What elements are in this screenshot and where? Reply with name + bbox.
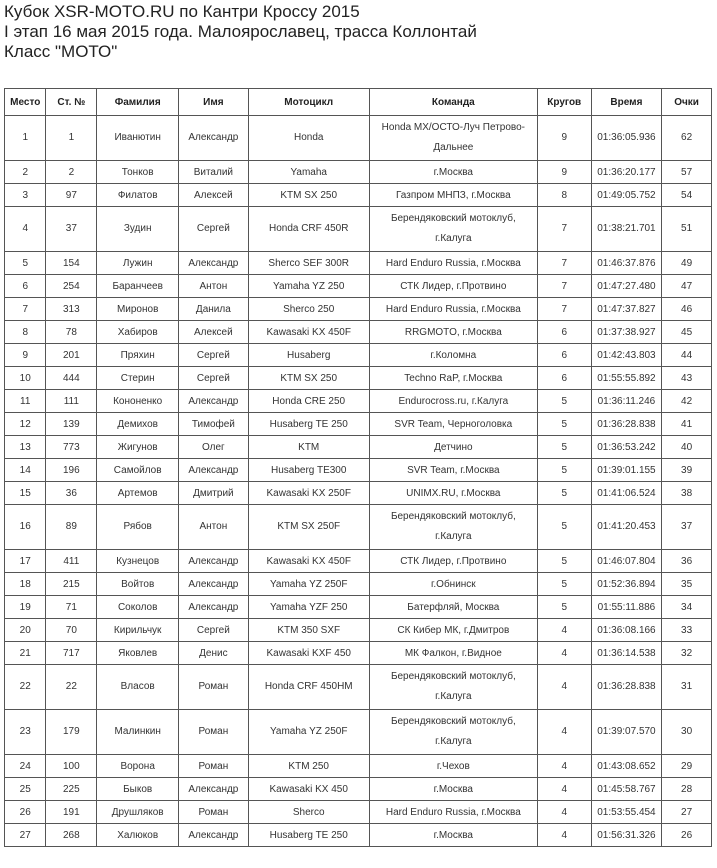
cell-laps: 5 (537, 413, 591, 436)
cell-motorcycle: Honda CRF 450R (248, 207, 369, 252)
cell-surname: Филатов (97, 184, 179, 207)
cell-team: SVR Team, Черноголовка (369, 413, 537, 436)
cell-surname: Лужин (97, 252, 179, 275)
cell-time: 01:39:07.570 (591, 710, 661, 755)
cell-place: 16 (5, 505, 46, 550)
table-row (5, 184, 712, 207)
cell-name: Александр (179, 596, 248, 619)
cell-time: 01:55:11.886 (591, 596, 661, 619)
cell-name: Роман (179, 710, 248, 755)
cell-start-number: 71 (46, 596, 97, 619)
table-row (5, 596, 712, 619)
cell-laps: 4 (537, 619, 591, 642)
cell-motorcycle: KTM (248, 436, 369, 459)
table-row (5, 573, 712, 596)
cell-motorcycle: Husaberg TE 250 (248, 824, 369, 847)
cell-points: 57 (662, 161, 712, 184)
cell-laps: 4 (537, 665, 591, 710)
cell-name: Александр (179, 459, 248, 482)
cell-team: RRGMOTO, г.Москва (369, 321, 537, 344)
cell-start-number: 411 (46, 550, 97, 573)
cell-points: 27 (662, 801, 712, 824)
cell-place: 1 (5, 116, 46, 161)
cell-name: Александр (179, 252, 248, 275)
table-row (5, 436, 712, 459)
table-row (5, 619, 712, 642)
cell-laps: 7 (537, 207, 591, 252)
cell-name: Тимофей (179, 413, 248, 436)
col-header-place: Место (5, 89, 46, 116)
cell-motorcycle: Honda CRE 250 (248, 390, 369, 413)
cell-surname: Соколов (97, 596, 179, 619)
cell-points: 39 (662, 459, 712, 482)
cell-start-number: 78 (46, 321, 97, 344)
cell-name: Роман (179, 665, 248, 710)
cell-points: 33 (662, 619, 712, 642)
cell-time: 01:36:28.838 (591, 413, 661, 436)
cell-team: СТК Лидер, г.Протвино (369, 275, 537, 298)
cell-points: 40 (662, 436, 712, 459)
cell-motorcycle: Kawasaki KXF 450 (248, 642, 369, 665)
col-header-laps: Кругов (537, 89, 591, 116)
cell-place: 27 (5, 824, 46, 847)
cell-place: 25 (5, 778, 46, 801)
cell-points: 54 (662, 184, 712, 207)
cell-points: 30 (662, 710, 712, 755)
table-row (5, 413, 712, 436)
cell-time: 01:53:55.454 (591, 801, 661, 824)
cell-time: 01:45:58.767 (591, 778, 661, 801)
cell-place: 21 (5, 642, 46, 665)
col-header-motorcycle: Мотоцикл (248, 89, 369, 116)
cell-name: Роман (179, 755, 248, 778)
cell-team: Hard Enduro Russia, г.Москва (369, 252, 537, 275)
cell-time: 01:36:14.538 (591, 642, 661, 665)
cell-place: 17 (5, 550, 46, 573)
cell-start-number: 2 (46, 161, 97, 184)
cell-surname: Баранчеев (97, 275, 179, 298)
cell-place: 11 (5, 390, 46, 413)
cell-surname: Малинкин (97, 710, 179, 755)
cell-time: 01:55:55.892 (591, 367, 661, 390)
cell-surname: Стерин (97, 367, 179, 390)
table-row (5, 778, 712, 801)
cell-time: 01:41:06.524 (591, 482, 661, 505)
cell-points: 45 (662, 321, 712, 344)
cell-start-number: 444 (46, 367, 97, 390)
cell-team: Hard Enduro Russia, г.Москва (369, 298, 537, 321)
cell-time: 01:47:27.480 (591, 275, 661, 298)
cell-team: Honda MX/ОСТО-Луч Петрово-Дальнее (369, 116, 537, 161)
cell-motorcycle: Yamaha (248, 161, 369, 184)
cell-start-number: 196 (46, 459, 97, 482)
table-row (5, 505, 712, 550)
cell-name: Дмитрий (179, 482, 248, 505)
cell-surname: Миронов (97, 298, 179, 321)
cell-surname: Кирильчук (97, 619, 179, 642)
cell-points: 29 (662, 755, 712, 778)
cell-motorcycle: Kawasaki KX 250F (248, 482, 369, 505)
results-body (5, 116, 712, 847)
cell-team: Techno RaP, г.Москва (369, 367, 537, 390)
cell-surname: Войтов (97, 573, 179, 596)
cell-name: Александр (179, 778, 248, 801)
cell-points: 42 (662, 390, 712, 413)
cell-team: МК Фалкон, г.Видное (369, 642, 537, 665)
cell-start-number: 22 (46, 665, 97, 710)
cell-place: 12 (5, 413, 46, 436)
cell-laps: 6 (537, 344, 591, 367)
cell-start-number: 139 (46, 413, 97, 436)
cell-time: 01:36:53.242 (591, 436, 661, 459)
cell-points: 62 (662, 116, 712, 161)
cell-team: г.Чехов (369, 755, 537, 778)
cell-motorcycle: KTM 250 (248, 755, 369, 778)
cell-place: 10 (5, 367, 46, 390)
col-header-start-number: Ст. № (46, 89, 97, 116)
cell-surname: Рябов (97, 505, 179, 550)
cell-start-number: 89 (46, 505, 97, 550)
cell-surname: Артемов (97, 482, 179, 505)
cell-name: Сергей (179, 367, 248, 390)
cell-start-number: 254 (46, 275, 97, 298)
cell-name: Сергей (179, 344, 248, 367)
cell-points: 51 (662, 207, 712, 252)
cell-place: 7 (5, 298, 46, 321)
cell-team: Берендяковский мотоклуб, г.Калуга (369, 207, 537, 252)
cell-motorcycle: Husaberg TE300 (248, 459, 369, 482)
cell-team: г.Москва (369, 824, 537, 847)
table-row (5, 344, 712, 367)
cell-points: 47 (662, 275, 712, 298)
cell-time: 01:36:11.246 (591, 390, 661, 413)
cell-laps: 5 (537, 596, 591, 619)
cell-team: Берендяковский мотоклуб, г.Калуга (369, 665, 537, 710)
table-row (5, 482, 712, 505)
cell-motorcycle: Kawasaki KX 450F (248, 321, 369, 344)
cell-motorcycle: Sherco 250 (248, 298, 369, 321)
cell-surname: Жигунов (97, 436, 179, 459)
cell-time: 01:42:43.803 (591, 344, 661, 367)
cell-surname: Хабиров (97, 321, 179, 344)
cell-points: 41 (662, 413, 712, 436)
cell-laps: 7 (537, 252, 591, 275)
cell-start-number: 313 (46, 298, 97, 321)
cell-place: 4 (5, 207, 46, 252)
cell-name: Сергей (179, 207, 248, 252)
cell-points: 26 (662, 824, 712, 847)
cell-name: Александр (179, 824, 248, 847)
table-row (5, 275, 712, 298)
results-table (4, 88, 712, 847)
table-row (5, 801, 712, 824)
cell-place: 23 (5, 710, 46, 755)
cell-time: 01:36:20.177 (591, 161, 661, 184)
cell-place: 5 (5, 252, 46, 275)
cell-name: Денис (179, 642, 248, 665)
table-row (5, 321, 712, 344)
cell-laps: 4 (537, 801, 591, 824)
cell-surname: Самойлов (97, 459, 179, 482)
col-header-name: Имя (179, 89, 248, 116)
cell-team: г.Москва (369, 778, 537, 801)
cell-laps: 5 (537, 436, 591, 459)
cell-time: 01:37:38.927 (591, 321, 661, 344)
cell-team: СК Кибер МК, г.Дмитров (369, 619, 537, 642)
cell-motorcycle: Kawasaki KX 450 (248, 778, 369, 801)
cell-start-number: 97 (46, 184, 97, 207)
cell-motorcycle: Yamaha YZ 250 (248, 275, 369, 298)
cell-name: Олег (179, 436, 248, 459)
cell-points: 44 (662, 344, 712, 367)
cell-surname: Кононенко (97, 390, 179, 413)
col-header-surname: Фамилия (97, 89, 179, 116)
cell-place: 14 (5, 459, 46, 482)
cell-motorcycle: Sherco (248, 801, 369, 824)
cell-place: 18 (5, 573, 46, 596)
cell-laps: 5 (537, 482, 591, 505)
cell-team: СТК Лидер, г.Протвино (369, 550, 537, 573)
cell-surname: Ворона (97, 755, 179, 778)
cell-place: 24 (5, 755, 46, 778)
cell-place: 8 (5, 321, 46, 344)
cell-surname: Кузнецов (97, 550, 179, 573)
table-row (5, 161, 712, 184)
cell-time: 01:36:05.936 (591, 116, 661, 161)
cell-place: 22 (5, 665, 46, 710)
cell-team: Берендяковский мотоклуб, г.Калуга (369, 505, 537, 550)
table-header-row (5, 89, 712, 116)
cell-name: Роман (179, 801, 248, 824)
cell-motorcycle: Husaberg TE 250 (248, 413, 369, 436)
cell-points: 34 (662, 596, 712, 619)
cell-time: 01:39:01.155 (591, 459, 661, 482)
cell-motorcycle: Sherco SEF 300R (248, 252, 369, 275)
cell-motorcycle: Yamaha YZ 250F (248, 573, 369, 596)
cell-start-number: 717 (46, 642, 97, 665)
cell-start-number: 215 (46, 573, 97, 596)
cell-laps: 6 (537, 367, 591, 390)
cell-start-number: 191 (46, 801, 97, 824)
cell-team: Детчино (369, 436, 537, 459)
cell-motorcycle: Honda (248, 116, 369, 161)
cell-time: 01:43:08.652 (591, 755, 661, 778)
cell-laps: 5 (537, 550, 591, 573)
cell-motorcycle: KTM SX 250 (248, 184, 369, 207)
cell-points: 28 (662, 778, 712, 801)
cell-surname: Иванютин (97, 116, 179, 161)
cell-laps: 5 (537, 459, 591, 482)
cell-start-number: 268 (46, 824, 97, 847)
cell-motorcycle: Yamaha YZ 250F (248, 710, 369, 755)
cell-laps: 4 (537, 778, 591, 801)
table-row (5, 390, 712, 413)
cell-time: 01:47:37.827 (591, 298, 661, 321)
cell-name: Александр (179, 116, 248, 161)
cell-surname: Демихов (97, 413, 179, 436)
cell-team: UNIMX.RU, г.Москва (369, 482, 537, 505)
cell-place: 2 (5, 161, 46, 184)
cell-start-number: 111 (46, 390, 97, 413)
cell-surname: Тонков (97, 161, 179, 184)
cell-team: г.Москва (369, 161, 537, 184)
cell-points: 31 (662, 665, 712, 710)
table-row (5, 252, 712, 275)
class-title: Класс "МОТО" (4, 42, 118, 61)
cell-name: Виталий (179, 161, 248, 184)
cell-laps: 9 (537, 161, 591, 184)
page-title: Кубок XSR-MOTO.RU по Кантри Кроссу 2015 (4, 2, 360, 21)
cell-name: Александр (179, 573, 248, 596)
cell-name: Александр (179, 550, 248, 573)
cell-start-number: 154 (46, 252, 97, 275)
cell-team: Берендяковский мотоклуб, г.Калуга (369, 710, 537, 755)
table-row (5, 710, 712, 755)
cell-start-number: 100 (46, 755, 97, 778)
col-header-time: Время (591, 89, 661, 116)
cell-surname: Зудин (97, 207, 179, 252)
cell-laps: 4 (537, 710, 591, 755)
cell-laps: 5 (537, 505, 591, 550)
table-row (5, 207, 712, 252)
cell-time: 01:49:05.752 (591, 184, 661, 207)
cell-points: 32 (662, 642, 712, 665)
cell-laps: 5 (537, 573, 591, 596)
cell-start-number: 225 (46, 778, 97, 801)
cell-team: SVR Team, г.Москва (369, 459, 537, 482)
cell-team: Газпром МНПЗ, г.Москва (369, 184, 537, 207)
cell-laps: 4 (537, 755, 591, 778)
cell-team: г.Коломна (369, 344, 537, 367)
cell-points: 43 (662, 367, 712, 390)
cell-start-number: 201 (46, 344, 97, 367)
cell-motorcycle: Honda CRF 450HM (248, 665, 369, 710)
cell-laps: 4 (537, 642, 591, 665)
cell-time: 01:41:20.453 (591, 505, 661, 550)
table-row (5, 116, 712, 161)
cell-motorcycle: Kawasaki KX 450F (248, 550, 369, 573)
cell-motorcycle: KTM SX 250F (248, 505, 369, 550)
cell-place: 19 (5, 596, 46, 619)
col-header-team: Команда (369, 89, 537, 116)
cell-laps: 9 (537, 116, 591, 161)
cell-laps: 5 (537, 390, 591, 413)
cell-time: 01:46:37.876 (591, 252, 661, 275)
cell-laps: 7 (537, 298, 591, 321)
cell-time: 01:46:07.804 (591, 550, 661, 573)
cell-surname: Быков (97, 778, 179, 801)
cell-place: 6 (5, 275, 46, 298)
table-row (5, 665, 712, 710)
cell-laps: 8 (537, 184, 591, 207)
cell-place: 13 (5, 436, 46, 459)
cell-points: 36 (662, 550, 712, 573)
cell-team: Hard Enduro Russia, г.Москва (369, 801, 537, 824)
cell-start-number: 70 (46, 619, 97, 642)
cell-motorcycle: Husaberg (248, 344, 369, 367)
cell-time: 01:56:31.326 (591, 824, 661, 847)
cell-surname: Пряхин (97, 344, 179, 367)
table-row (5, 550, 712, 573)
cell-time: 01:38:21.701 (591, 207, 661, 252)
event-subtitle: I этап 16 мая 2015 года. Малоярославец, трасса Коллонтай (4, 22, 477, 41)
cell-team: г.Обнинск (369, 573, 537, 596)
cell-place: 20 (5, 619, 46, 642)
cell-team: Батерфляй, Москва (369, 596, 537, 619)
cell-start-number: 773 (46, 436, 97, 459)
cell-points: 38 (662, 482, 712, 505)
cell-team: Endurocross.ru, г.Калуга (369, 390, 537, 413)
cell-start-number: 179 (46, 710, 97, 755)
cell-points: 37 (662, 505, 712, 550)
cell-points: 49 (662, 252, 712, 275)
cell-laps: 4 (537, 824, 591, 847)
cell-time: 01:52:36.894 (591, 573, 661, 596)
cell-surname: Власов (97, 665, 179, 710)
cell-place: 26 (5, 801, 46, 824)
cell-name: Алексей (179, 321, 248, 344)
cell-name: Александр (179, 390, 248, 413)
cell-start-number: 1 (46, 116, 97, 161)
table-row (5, 459, 712, 482)
cell-time: 01:36:08.166 (591, 619, 661, 642)
cell-time: 01:36:28.838 (591, 665, 661, 710)
cell-points: 35 (662, 573, 712, 596)
table-row (5, 824, 712, 847)
cell-name: Данила (179, 298, 248, 321)
cell-motorcycle: Yamaha YZF 250 (248, 596, 369, 619)
cell-name: Антон (179, 505, 248, 550)
cell-name: Алексей (179, 184, 248, 207)
cell-laps: 7 (537, 275, 591, 298)
cell-motorcycle: KTM SX 250 (248, 367, 369, 390)
cell-points: 46 (662, 298, 712, 321)
cell-place: 9 (5, 344, 46, 367)
table-row (5, 642, 712, 665)
table-row (5, 298, 712, 321)
cell-surname: Яковлев (97, 642, 179, 665)
col-header-points: Очки (662, 89, 712, 116)
page-header (0, 0, 717, 62)
cell-surname: Халюков (97, 824, 179, 847)
cell-surname: Друшляков (97, 801, 179, 824)
cell-laps: 6 (537, 321, 591, 344)
cell-motorcycle: KTM 350 SXF (248, 619, 369, 642)
table-row (5, 755, 712, 778)
table-row (5, 367, 712, 390)
cell-start-number: 37 (46, 207, 97, 252)
cell-start-number: 36 (46, 482, 97, 505)
cell-place: 15 (5, 482, 46, 505)
cell-name: Антон (179, 275, 248, 298)
cell-place: 3 (5, 184, 46, 207)
cell-name: Сергей (179, 619, 248, 642)
